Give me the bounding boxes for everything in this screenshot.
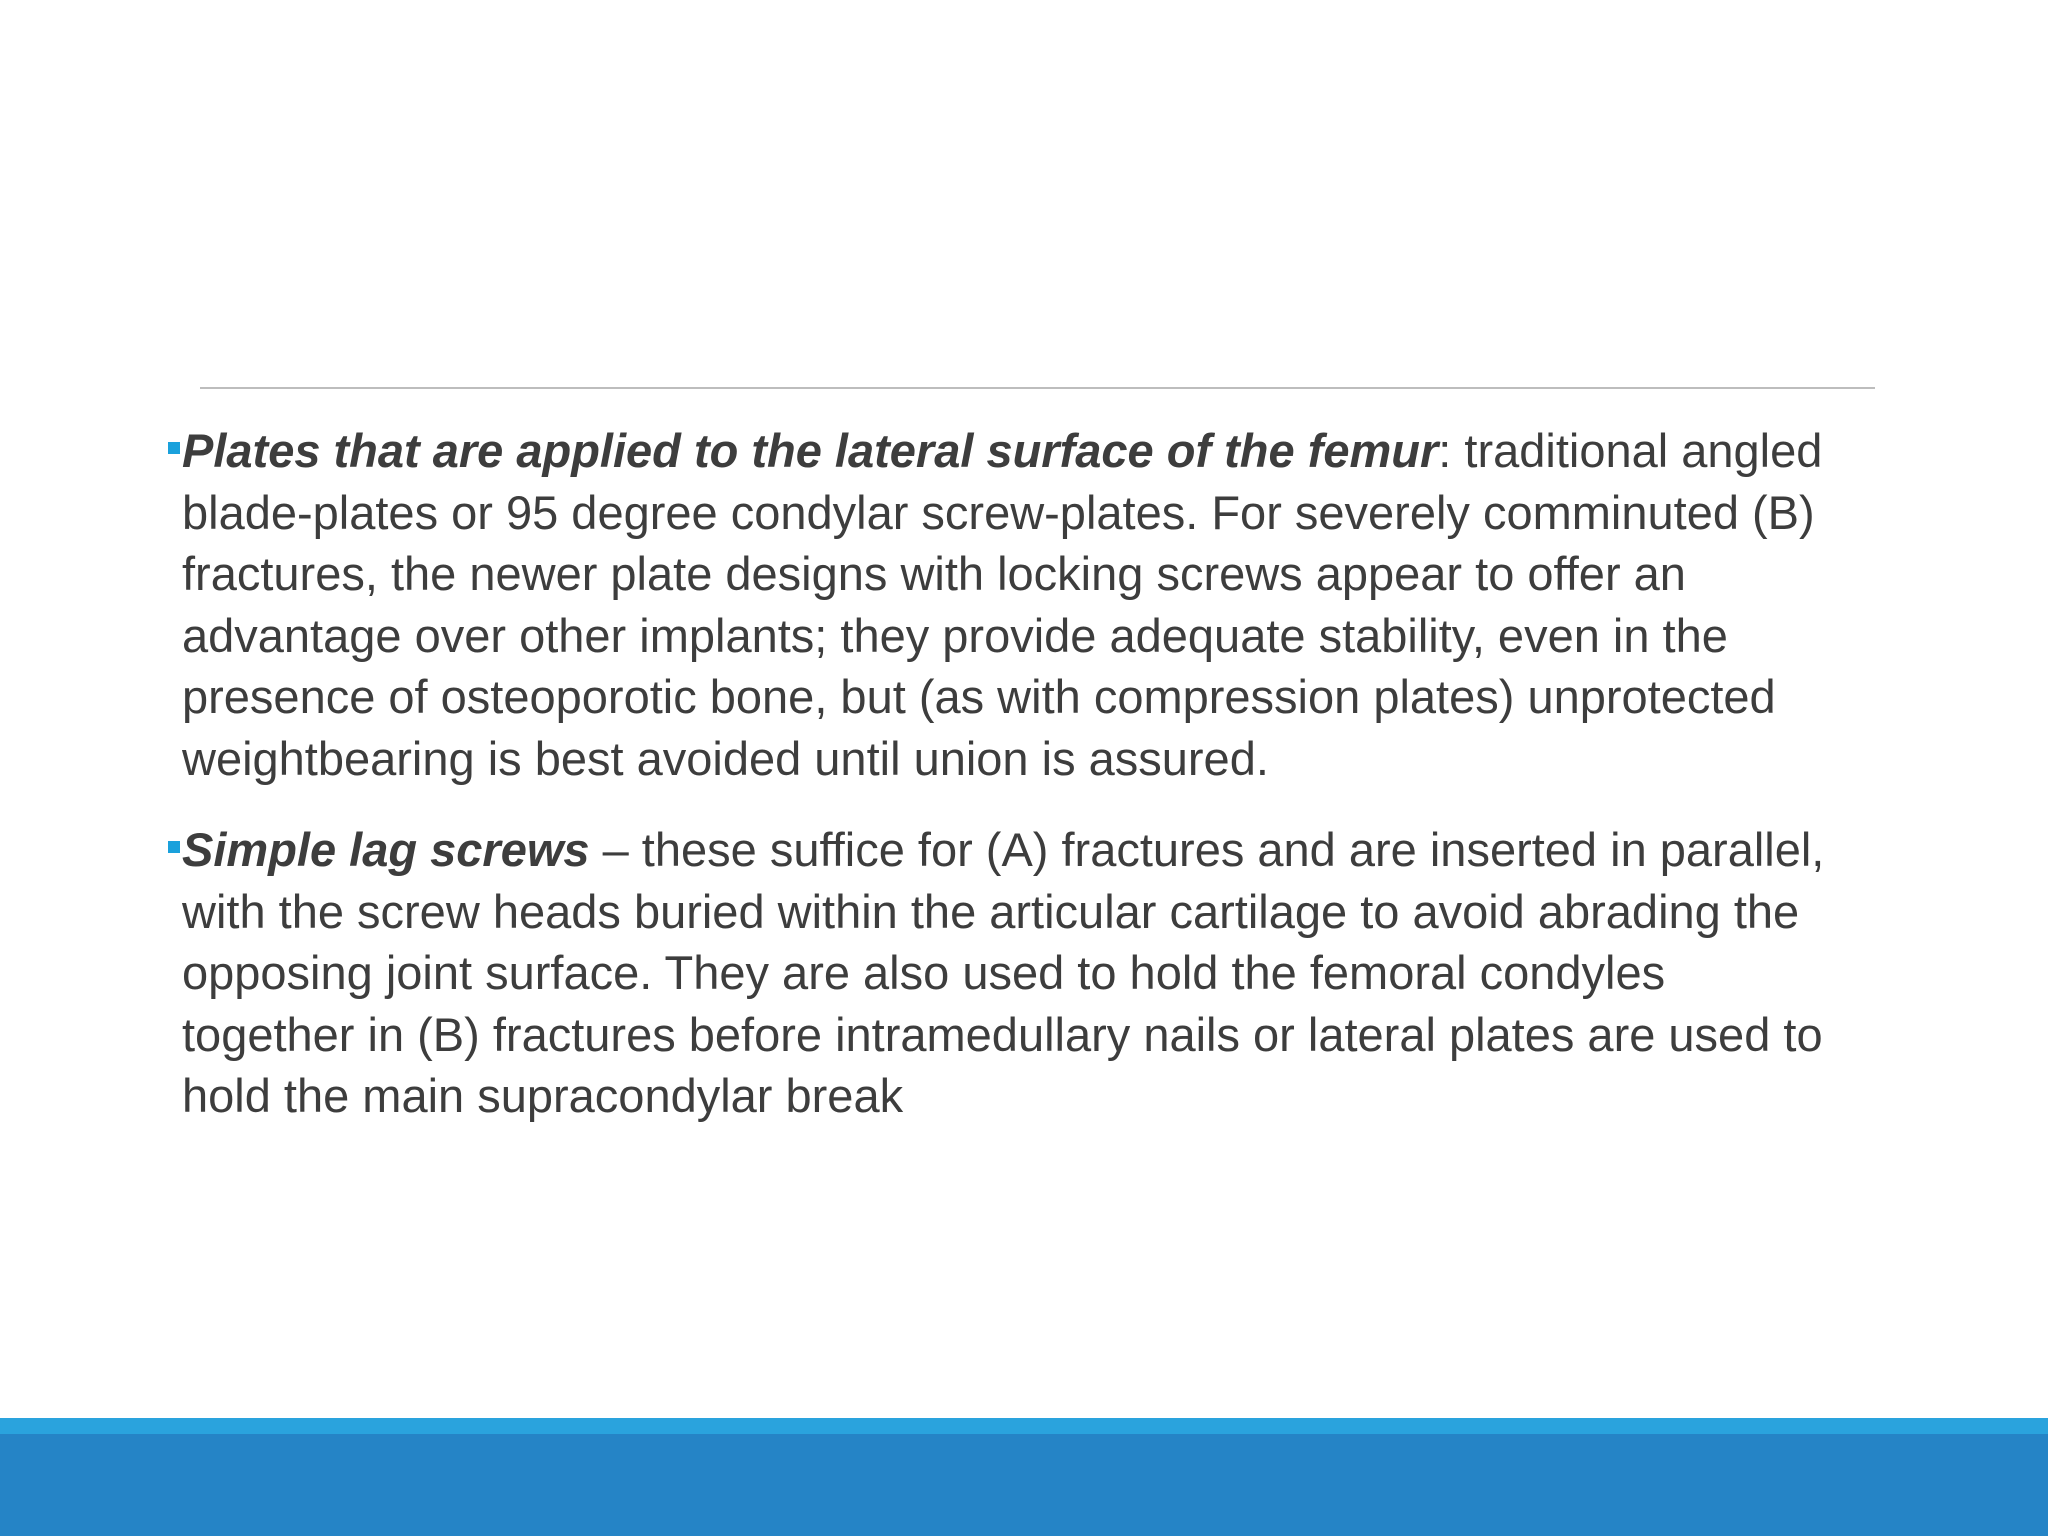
bullet-lead: Plates that are applied to the lateral surface of the femur (182, 424, 1439, 477)
slide-body (164, 420, 1844, 1157)
bullet-item-plates (164, 420, 1844, 789)
square-bullet-icon (168, 841, 180, 853)
footer-accent-stripe (0, 1418, 2048, 1434)
square-bullet-icon (168, 442, 180, 454)
bullet-separator: : (1438, 424, 1452, 477)
title-divider (200, 387, 1875, 389)
bullet-item-lag-screws (164, 819, 1844, 1127)
bullet-text: these suffice for (A) fractures and are inserted in parallel, with the screw heads buried within the articular cartilage to avoid abrading the opposing joint surface. They are also used to hold the femoral condyles together in (B) fractures before intramedullary nails or lateral plates are used to hold the main supracondylar break (182, 823, 1825, 1122)
footer-band (0, 1434, 2048, 1536)
bullet-lead: Simple lag screws (182, 823, 590, 876)
bullet-text: traditional angled blade-plates or 95 degree condylar screw-plates. For severely comminuted (B) fractures, the newer plate designs with locking screws appear to offer an advantage over other implants; they provide adequate stability, even in the presence of osteoporotic bone, but (as with compression plates) unprotected weightbearing is best avoided until union is assured. (182, 424, 1823, 785)
bullet-separator: – (589, 823, 629, 876)
